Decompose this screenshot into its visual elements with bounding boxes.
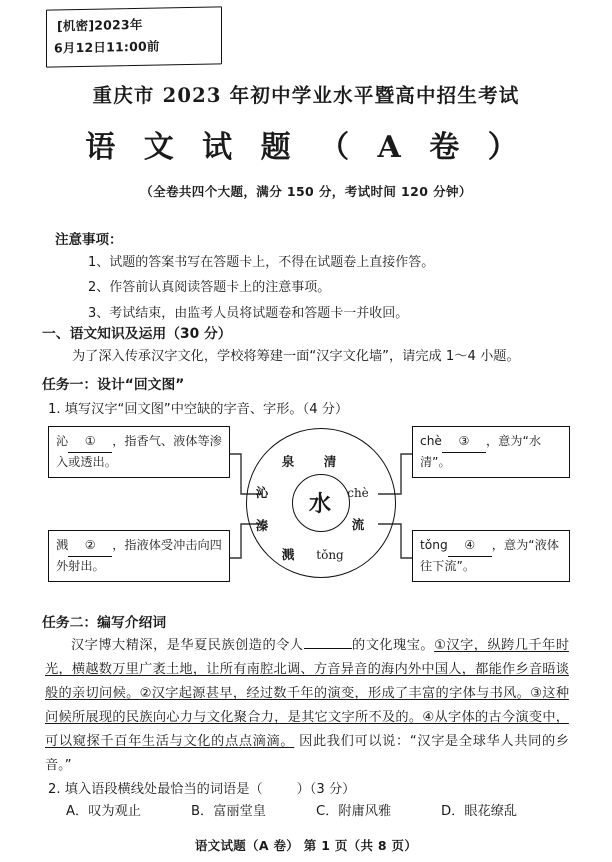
section-intro: 为了深入传承汉字文化，学校将筹建一面“汉字文化墙”，请完成 1～4 小题。: [72, 349, 520, 364]
huiwen-diagram: [0, 420, 612, 605]
passage-sentence-2: ②汉字起源甚早，经过数千年的演变，形成了丰富的字体与书风。: [139, 686, 531, 702]
question-2-stem: [48, 778, 355, 797]
ring-char: 清: [323, 454, 337, 469]
paper-title: 语 文 试 题 （ A 卷 ）: [85, 130, 527, 165]
task-two-heading: 任务二：编写介绍词: [42, 615, 167, 631]
callout-suffix: ，意为“液体往下流”。: [420, 538, 559, 573]
callout-prefix: tǒng: [420, 538, 448, 552]
question-2-stem-before: 2. 填入语段横线处最恰当的词语是（: [48, 782, 263, 797]
ring-char: 溅: [281, 547, 295, 562]
callout-blank[interactable]: ②: [68, 536, 112, 557]
question-2-stem-after: ）（3 分）: [296, 782, 356, 797]
secrecy-notice-box: [46, 6, 222, 67]
callout-suffix: ，指香气、液体等渗入或透出。: [56, 434, 222, 469]
section-heading: 一、语文知识及运用（30 分）: [42, 326, 232, 342]
callout-top-right: [412, 426, 570, 478]
passage-sentence-3: ③这种问候所展现的民族向心力与文化聚合力，是其它文字所不及的。: [45, 686, 570, 726]
ring-char: 溱: [255, 518, 269, 533]
task-two-passage: [45, 634, 569, 778]
callout-top-left: [48, 426, 230, 478]
passage-after-blank: 的文化瑰宝。: [351, 638, 435, 653]
page-footer: 语文试题（A 卷） 第 1 页（共 8 页）: [194, 838, 418, 853]
option-a[interactable]: A．叹为观止: [66, 804, 141, 819]
callout-prefix: 沁: [56, 434, 69, 448]
ring-char: 沁: [255, 485, 269, 500]
question-1-stem: 1. 填写汉字“回文图”中空缺的字音、字形。（4 分）: [48, 402, 349, 417]
callout-suffix: ，意为“水清”。: [420, 434, 542, 469]
ring-char: 流: [351, 517, 365, 532]
callout-bottom-left: [48, 530, 230, 582]
notice-list: [88, 250, 434, 326]
option-b[interactable]: B．富丽堂皇: [191, 804, 266, 819]
passage-lead: 汉字博大精深，是华夏民族创造的令人: [71, 638, 304, 653]
notice-item: 3、考试结束，由监考人员将试题卷和答题卡一并收回。: [88, 305, 409, 321]
notice-item: 2、作答前认真阅读答题卡上的注意事项。: [88, 280, 331, 296]
paper-subtitle: （全卷共四个大题，满分 150 分，考试时间 120 分钟）: [140, 184, 472, 199]
question-2-options: [66, 800, 566, 819]
ring-pinyin: chè: [347, 486, 369, 500]
callout-prefix: 溅: [56, 538, 69, 552]
option-c[interactable]: C．附庸风雅: [316, 804, 392, 819]
passage-sentence-4: ④从字体的古今演变中，可以窥探千百年生活与文化的点点滴滴。: [45, 710, 569, 750]
callout-blank[interactable]: ①: [68, 432, 112, 453]
exam-title: 重庆市 2023 年初中学业水平暨高中招生考试: [92, 84, 520, 107]
callout-prefix: chè: [420, 434, 442, 448]
callout-blank[interactable]: ④: [448, 536, 492, 557]
callout-bottom-right: [412, 530, 570, 582]
center-character: 水: [308, 490, 331, 517]
passage-sentence-1: ①汉字，纵跨几千年时光，横越数万里广袤土地，让所有南腔北调、方音异音的海内外中国人，都能作乡音晤谈般的亲切问候。: [45, 638, 570, 702]
callout-suffix: ，指液体受冲击向四外射出。: [56, 538, 222, 573]
option-d[interactable]: D．眼花缭乱: [441, 804, 518, 819]
secrecy-line-1: [机密]2023年: [57, 16, 143, 34]
passage-blank[interactable]: [304, 648, 352, 649]
notice-item: 1、试题的答案书写在答题卡上，不得在试题卷上直接作答。: [88, 255, 435, 270]
task-one-heading: 任务一：设计“回文图”: [42, 377, 185, 393]
secrecy-line-2: 6月12日11:00前: [54, 38, 160, 56]
callout-blank[interactable]: ③: [442, 432, 486, 453]
passage-tail: 因此我们可以说：“汉字是全球华人共同的乡音。”: [45, 734, 569, 774]
ring-char: 泉: [281, 454, 295, 469]
ring-pinyin: tǒng: [316, 548, 344, 562]
notice-title: 注意事项：: [55, 232, 123, 248]
